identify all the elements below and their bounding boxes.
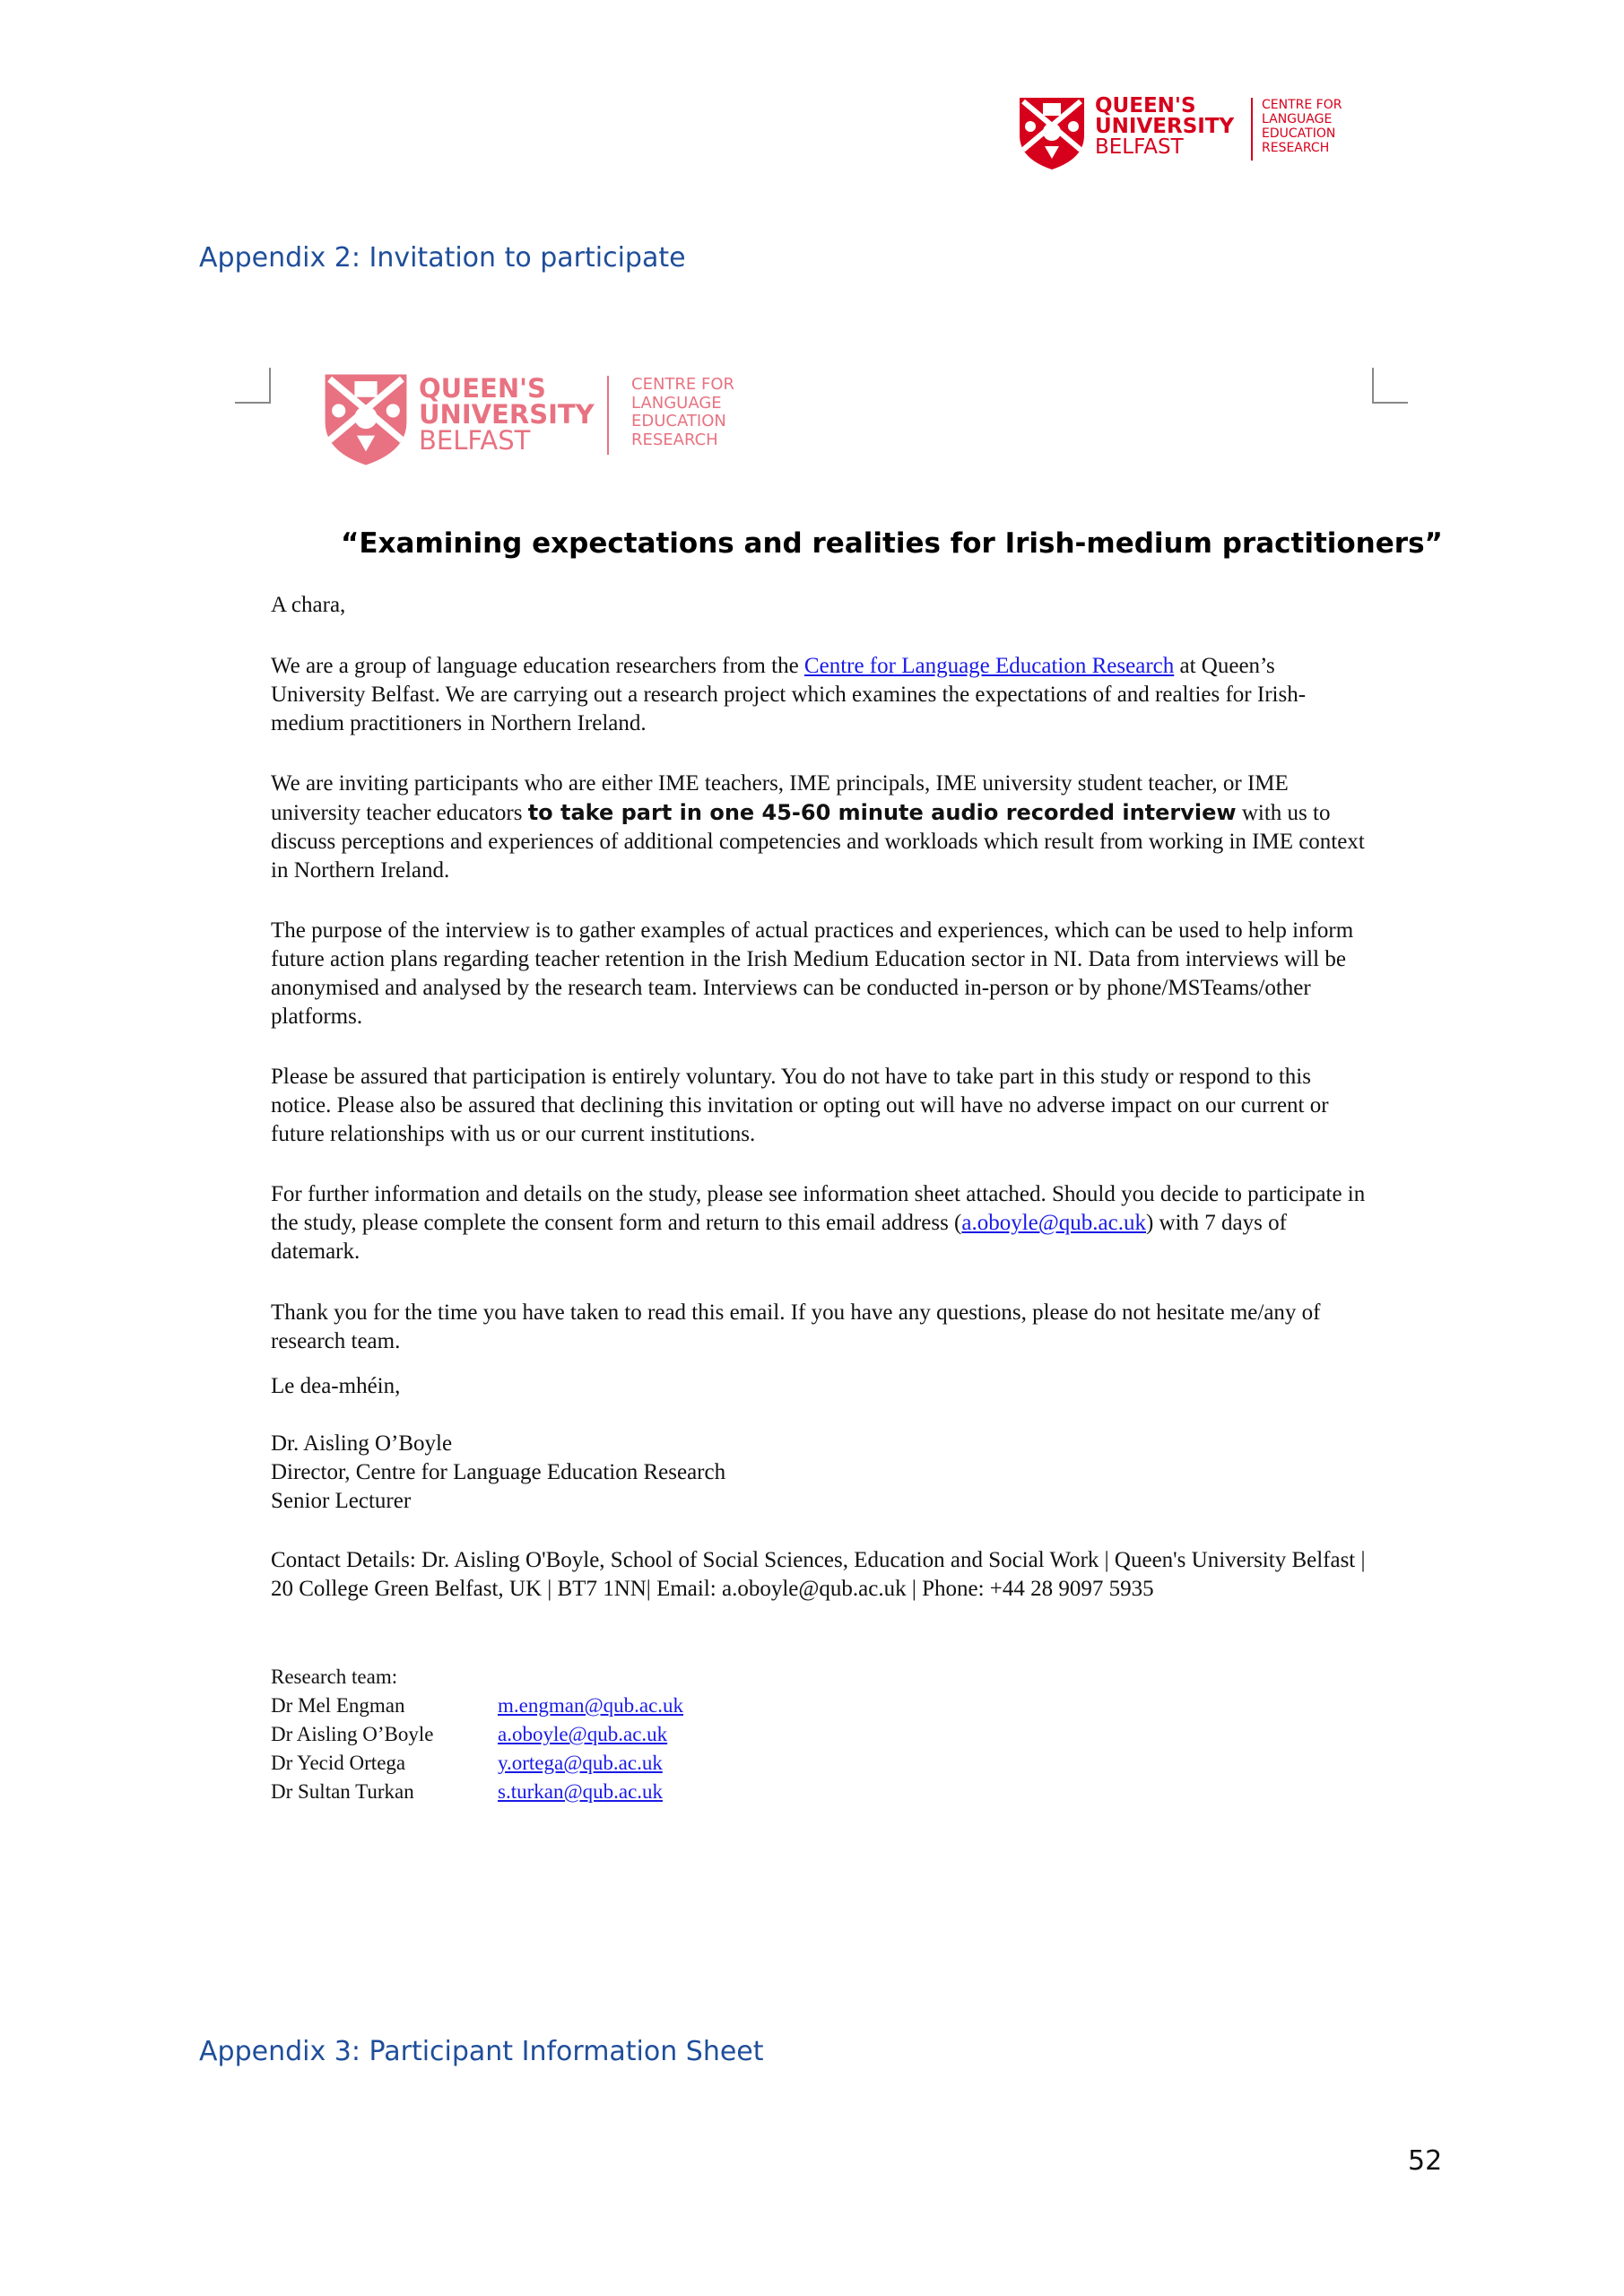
letter-qub-line-3: BELFAST (419, 425, 531, 456)
team-member-email[interactable]: y.ortega@qub.ac.uk (498, 1752, 663, 1774)
centre-line-3: EDUCATION (1262, 126, 1336, 142)
letter-logo (323, 372, 753, 471)
paragraph-3: The purpose of the interview is to gather examples of actual practices and experiences, which can be used to help inform future action plans regarding teacher retention in the Irish Medium Education sector in NI. Data from interviews will be anonymised and analysed by the research team. Interviews can be conducted in-person or by phone/MSTeams/other platforms. (271, 918, 1354, 1029)
qub-line-3: BELFAST (1095, 135, 1184, 159)
letter-centre-line-3: EDUCATION (631, 412, 726, 431)
letter-centre-line-1: CENTRE FOR (631, 375, 735, 394)
paragraph-6: Thank you for the time you have taken to read this email. If you have any questions, please do not hesitate me/any of research team. (271, 1300, 1321, 1353)
team-member-name: Dr Mel Engman (271, 1694, 405, 1717)
page-number: 52 (1408, 2145, 1443, 2177)
greeting: A chara, (271, 593, 346, 617)
letter-qub-line-2: UNIVERSITY (419, 399, 595, 430)
centre-line-4: RESEARCH (1262, 141, 1330, 156)
letter-corner-top-left (235, 368, 271, 404)
centre-line-1: CENTRE FOR (1262, 98, 1342, 112)
paragraph-1: We are a group of language education researchers from the Centre for Language Education Research at Queen’s University Belfast. We are carrying out a research project which examines the expectations of and realties for Irish-medium practitioners in Northern Ireland. (271, 654, 1307, 735)
team-member-email[interactable]: m.engman@qub.ac.uk (498, 1694, 684, 1717)
team-row (271, 1692, 683, 1720)
letter-crest-icon (323, 372, 409, 472)
paragraph-5: For further information and details on the study, please see information sheet attached. Should you decide to participate in the study, please complete the consent form and return to this email address (a.oboyle@qub.ac.uk) with 7 days of datemark. (271, 1182, 1366, 1264)
appendix-2-heading: Appendix 2: Invitation to participate (199, 242, 686, 274)
email-link[interactable]: a.oboyle@qub.ac.uk (961, 1211, 1146, 1235)
team-member-name: Dr Aisling O’Boyle (271, 1723, 434, 1745)
letter-corner-top-right (1372, 368, 1408, 404)
centre-link[interactable]: Centre for Language Education Research (803, 654, 1175, 678)
interview-emphasis: to take part in one 45-60 minute audio recorded interview (527, 800, 1237, 825)
letter-qub-line-1: QUEEN'S (419, 373, 546, 404)
team-member-name: Dr Yecid Ortega (271, 1752, 406, 1774)
signature-block (271, 1430, 1374, 1516)
team-member-name: Dr Sultan Turkan (271, 1780, 414, 1803)
contact-details: Contact Details: Dr. Aisling O'Boyle, School of Social Sciences, Education and Social Work | Queen's University Belfast | 20 College Green Belfast, UK | BT7 1NN| Email: a.oboyle@qub.ac.uk | Phone: +44 28 9097 5935 (271, 1548, 1366, 1601)
qub-line-1: QUEEN'S (1095, 94, 1196, 117)
team-member-email[interactable]: a.oboyle@qub.ac.uk (498, 1723, 668, 1745)
signature-role: Director, Centre for Language Education Research (271, 1460, 726, 1484)
paragraph-2: We are inviting participants who are either IME teachers, IME principals, IME university student teacher, or IME university teacher educators to take part in one 45-60 minute audio recorded interview with us to discuss perceptions and experiences of additional competencies and workloads which result from working in IME context in Northern Ireland. (271, 771, 1365, 883)
team-row (271, 1720, 667, 1749)
team-heading: Research team: (271, 1665, 398, 1688)
qub-line-2: UNIVERSITY (1095, 115, 1235, 138)
letter-centre-line-2: LANGUAGE (631, 393, 722, 413)
team-row (271, 1749, 663, 1778)
signature-title: Senior Lecturer (271, 1489, 412, 1513)
letter-title: “Examining expectations and realities for Irish-medium practitioners” (341, 527, 1443, 560)
qub-crest-icon (1018, 96, 1086, 171)
appendix-3-heading: Appendix 3: Participant Information Sheet (199, 2036, 764, 2067)
signoff: Le dea-mhéin, (271, 1374, 401, 1398)
logo-divider (1251, 98, 1253, 161)
letter-centre-line-4: RESEARCH (631, 430, 718, 450)
signature-name: Dr. Aisling O’Boyle (271, 1431, 453, 1456)
team-member-email[interactable]: s.turkan@qub.ac.uk (498, 1780, 664, 1803)
paragraph-4: Please be assured that participation is entirely voluntary. You do not have to take part in this study or respond to this notice. Please also be assured that declining this invitation or opting out will have no adverse impact on our current or future relationships with us or our current institutions. (271, 1065, 1329, 1146)
centre-line-2: LANGUAGE (1262, 112, 1333, 127)
header-logo (1018, 94, 1354, 175)
letter-logo-divider (607, 376, 609, 455)
team-row (271, 1778, 663, 1806)
